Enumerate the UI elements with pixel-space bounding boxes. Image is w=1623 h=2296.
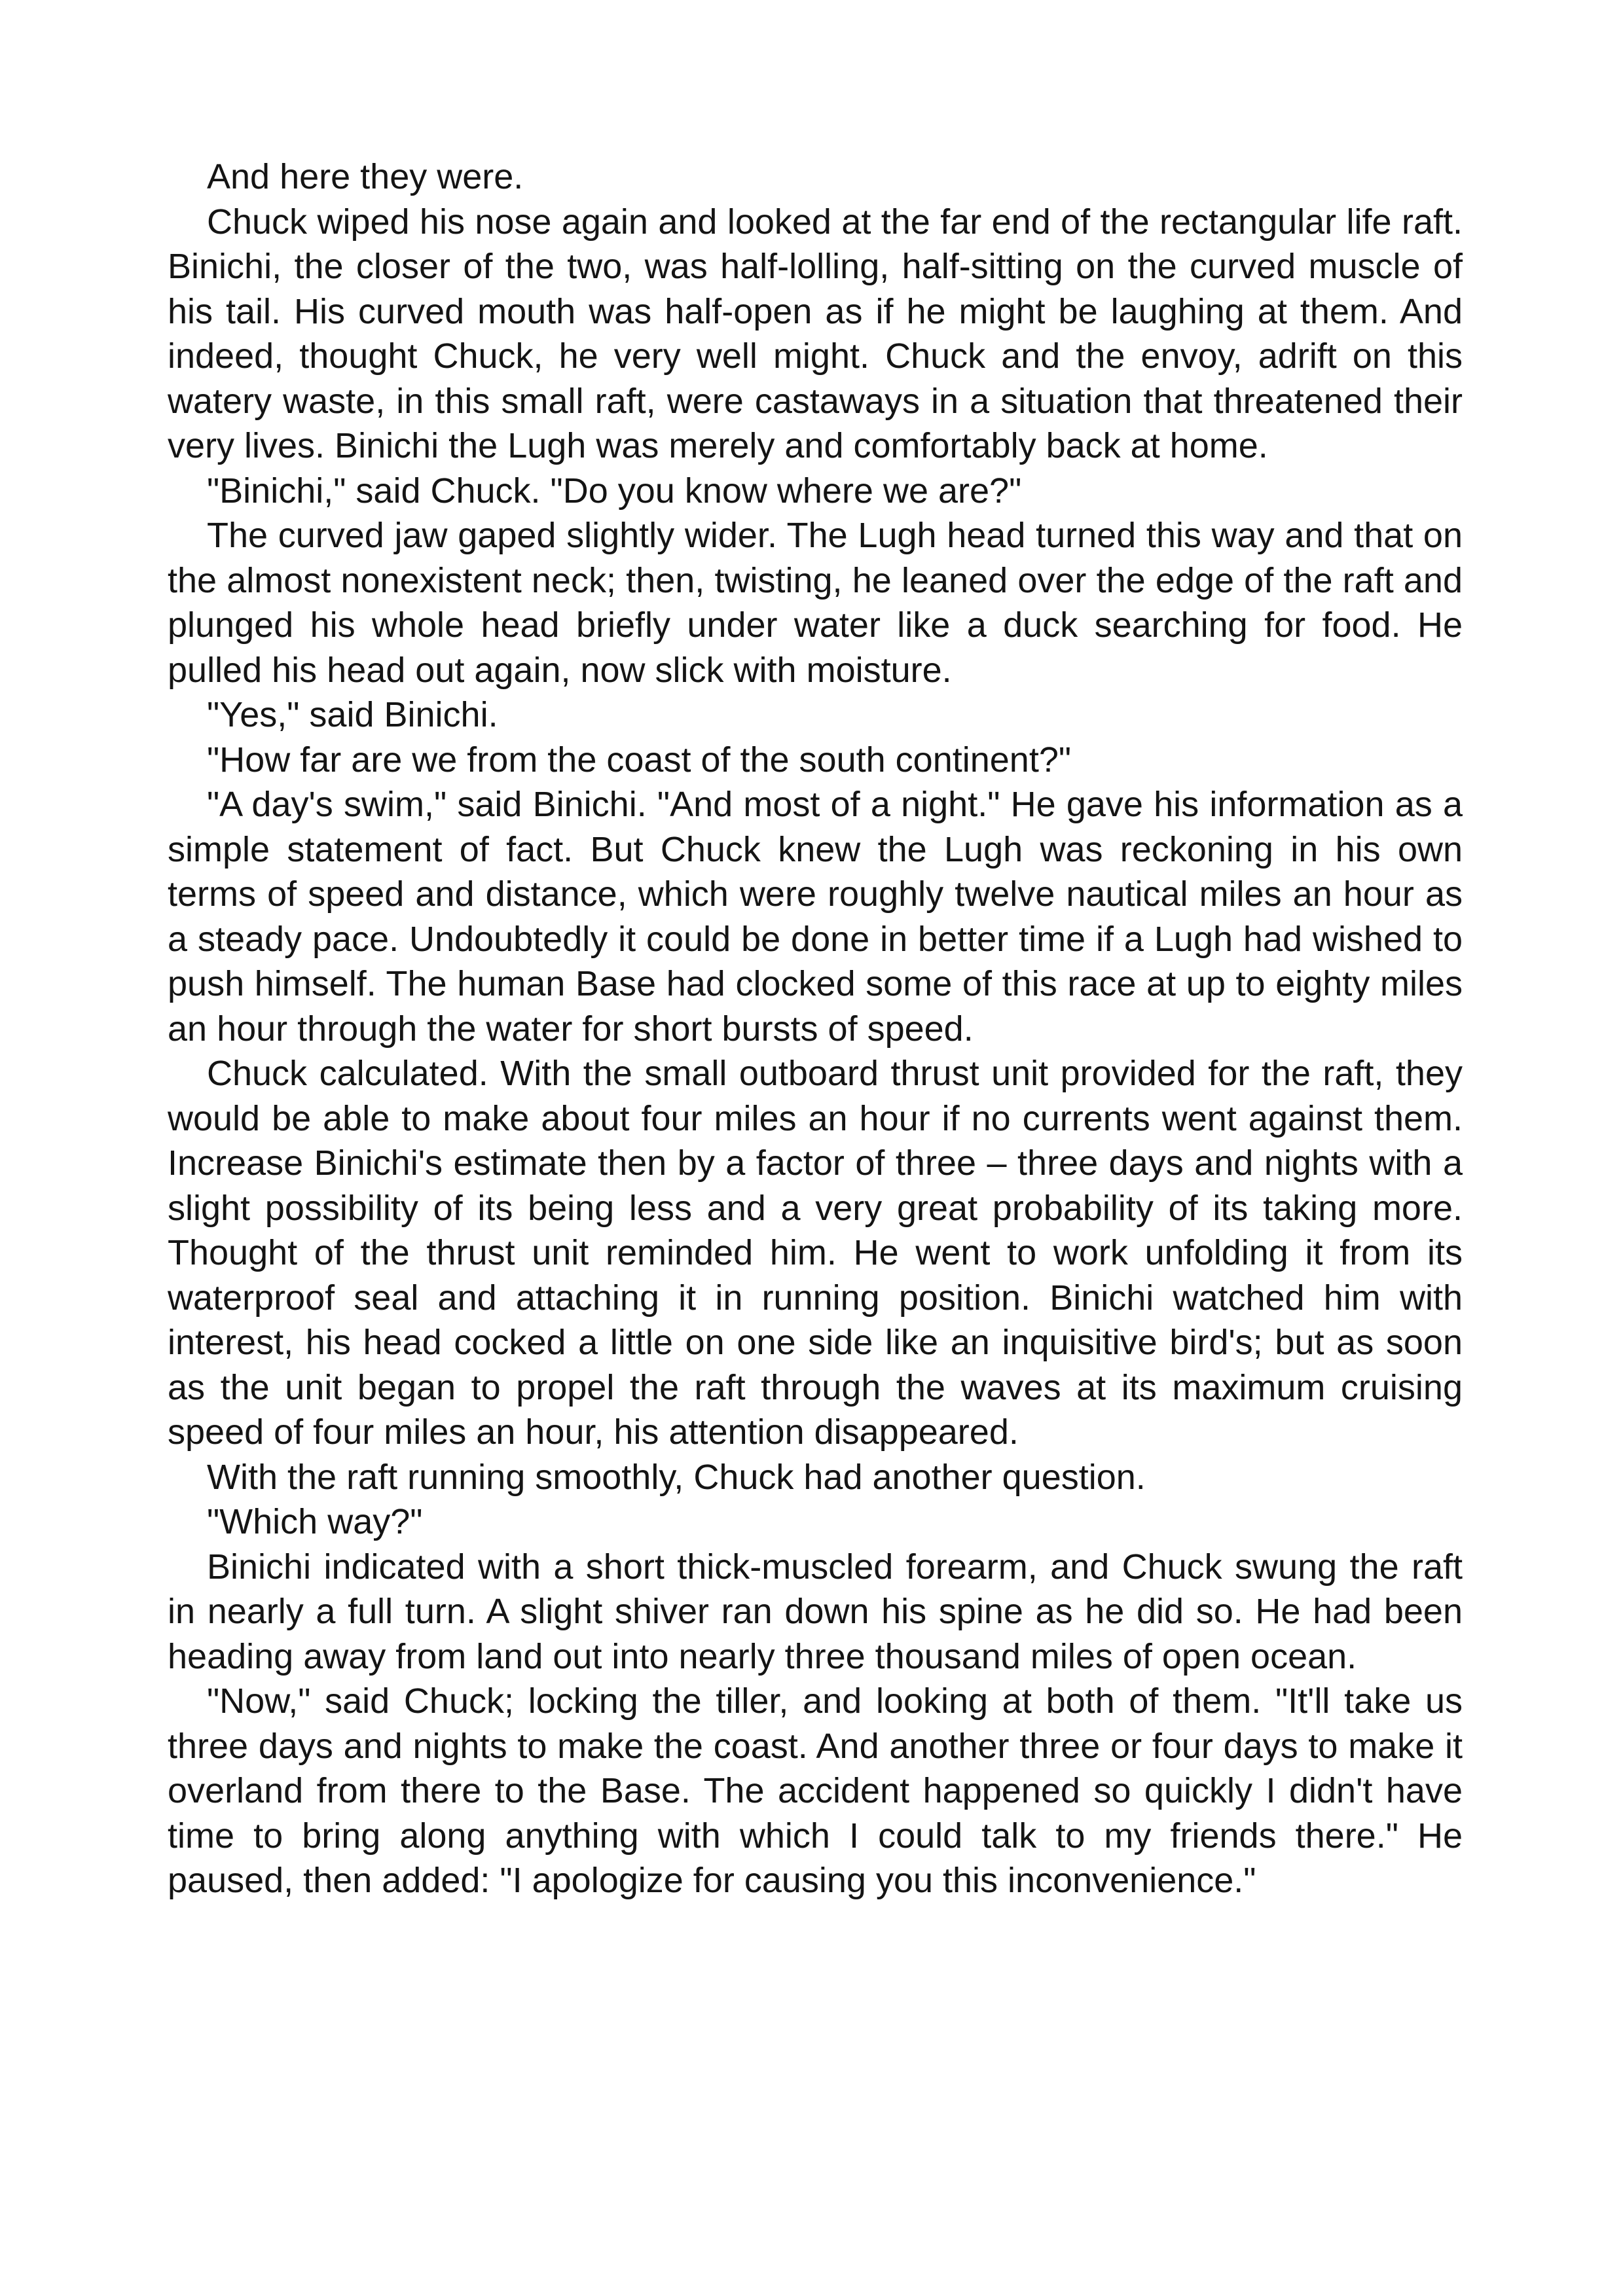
paragraph-11: Binichi indicated with a short thick-muscled forearm, and Chuck swung the raft in nearly a full turn. A slight shiver ran down his spine as he did so. He had been heading away from land out into nearly three thousand miles of open ocean. <box>168 1547 1463 1676</box>
paragraph-1: And here they were. <box>207 157 524 196</box>
paragraph-7: "A day's swim," said Binichi. "And most of a night." He gave his information as a simple statement of fact. But Chuck knew the Lugh was reckoning in his own terms of speed and distance, which were roughly twelve nautical miles an hour as a steady pace. Undoubtedly it could be done in better time if a Lugh had wished to push himself. The human Base had clocked some of this race at up to eighty miles an hour through the water for short bursts of speed. <box>168 785 1463 1049</box>
paragraph-8: Chuck calculated. With the small outboard thrust unit provided for the raft, they would be able to make about four miles an hour if no currents went against them. Increase Binichi's estimate then by a factor of three – three days and nights with a slight possibility of its being less and a very great probability of its taking more. Thought of the thrust unit reminded him. He went to work unfolding it from its waterproof seal and attaching it in running position. Binichi watched him with interest, his head cocked a little on one side like an inquisitive bird's; but as soon as the unit began to propel the raft through the waves at its maximum cruising speed of four miles an hour, his attention disappeared. <box>168 1054 1463 1452</box>
page-body <box>168 154 1463 1903</box>
paragraph-5: "Yes," said Binichi. <box>207 695 498 734</box>
paragraph-9: With the raft running smoothly, Chuck had another question. <box>207 1457 1146 1497</box>
paragraph-2: Chuck wiped his nose again and looked at the far end of the rectangular life raft. Binichi, the closer of the two, was half-lolling, half-sitting on the curved muscle of his tail. His curved mouth was half-open as if he might be laughing at them. And indeed, thought Chuck, he very well might. Chuck and the envoy, adrift on this watery waste, in this small raft, were castaways in a situation that threatened their very lives. Binichi the Lugh was merely and comfortably back at home. <box>168 202 1463 465</box>
paragraph-12: "Now," said Chuck; locking the tiller, and looking at both of them. "It'll take us three days and nights to make the coast. And another three or four days to make it overland from there to the Base. The accident happened so quickly I didn't have time to bring along anything with which I could talk to my friends there." He paused, then added: "I apologize for causing you this inconvenience." <box>168 1681 1463 1900</box>
paragraph-4: The curved jaw gaped slightly wider. The Lugh head turned this way and that on the almost nonexistent neck; then, twisting, he leaned over the edge of the raft and plunged his whole head briefly under water like a duck searching for food. He pulled his head out again, now slick with moisture. <box>168 516 1463 690</box>
paragraph-6: "How far are we from the coast of the south continent?" <box>207 740 1072 780</box>
paragraph-3: "Binichi," said Chuck. "Do you know where we are?" <box>207 471 1022 511</box>
paragraph-10: "Which way?" <box>207 1502 423 1541</box>
